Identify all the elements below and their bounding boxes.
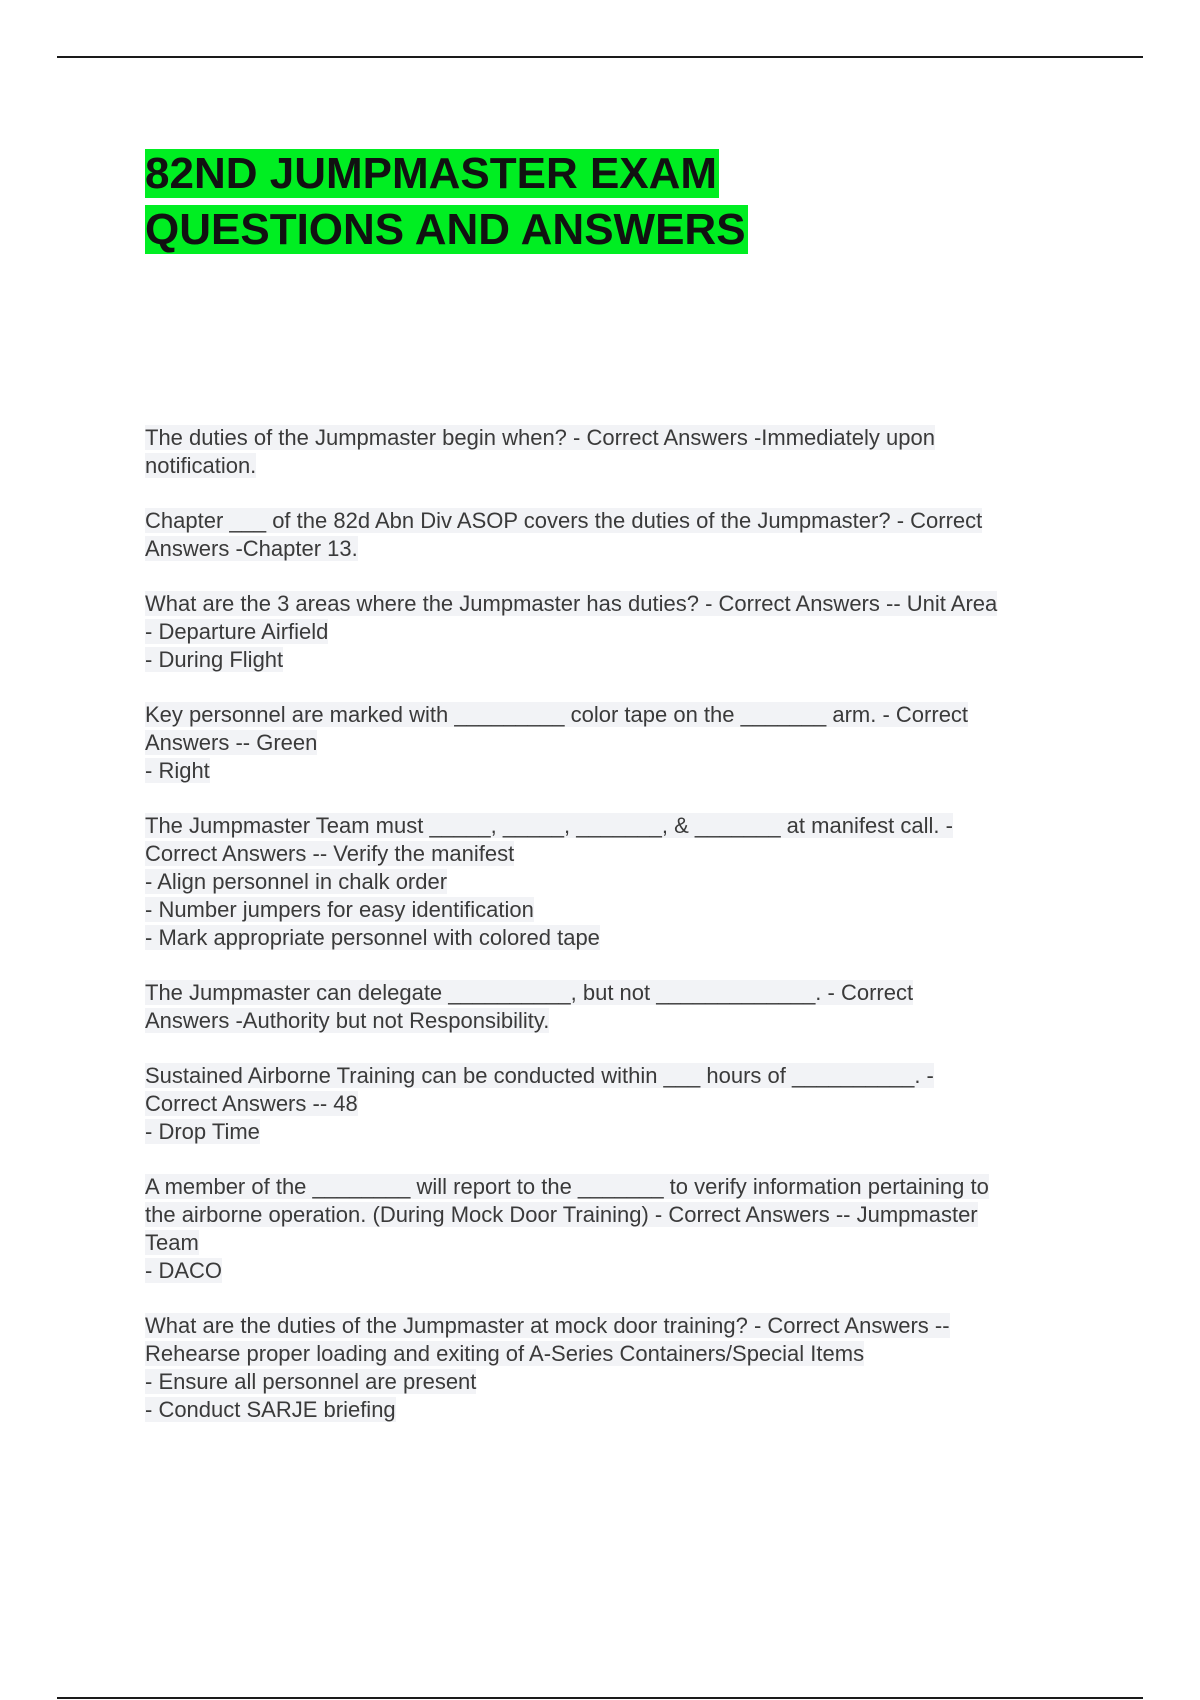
qa-line-text: - Number jumpers for easy identification [145,897,534,922]
qa-line-text: the airborne operation. (During Mock Door Training) - Correct Answers -- Jumpmaster [145,1202,978,1227]
qa-line [145,701,1095,729]
qa-line [145,424,1095,452]
qa-item [145,590,1095,674]
qa-line [145,507,1095,535]
qa-line [145,1257,1095,1285]
qa-line [145,1201,1095,1229]
qa-item [145,1312,1095,1424]
qa-line-text: A member of the ________ will report to the _______ to verify information pertaining to [145,1174,989,1199]
title-line-2: QUESTIONS AND ANSWERS [145,205,746,254]
qa-line [145,868,1095,896]
qa-line-text: Answers -Authority but not Responsibility. [145,1008,550,1033]
qa-line [145,1090,1095,1118]
qa-list [145,424,1095,1451]
qa-line-text: Correct Answers -- Verify the manifest [145,841,515,866]
qa-line [145,1368,1095,1396]
qa-line-text: The Jumpmaster can delegate __________, but not _____________. - Correct [145,980,914,1005]
qa-line [145,1396,1095,1424]
qa-line-text: Rehearse proper loading and exiting of A-Series Containers/Special Items [145,1341,865,1366]
qa-line-text: - Conduct SARJE briefing [145,1397,396,1422]
document-title [145,146,1045,258]
qa-line-text: Answers -Chapter 13. [145,536,358,561]
qa-line-text: Correct Answers -- 48 [145,1091,358,1116]
qa-line [145,840,1095,868]
qa-item [145,701,1095,785]
qa-line-text: Chapter ___ of the 82d Abn Div ASOP covers the duties of the Jumpmaster? - Correct [145,508,983,533]
qa-line [145,452,1095,480]
qa-line [145,1340,1095,1368]
header-rule [57,56,1143,58]
qa-line [145,1229,1095,1257]
qa-line-text: Key personnel are marked with _________ color tape on the _______ arm. - Correct [145,702,969,727]
qa-item [145,812,1095,952]
qa-item [145,979,1095,1035]
qa-line [145,1118,1095,1146]
qa-line [145,757,1095,785]
qa-item [145,1173,1095,1285]
qa-line [145,618,1095,646]
qa-line [145,812,1095,840]
qa-line-text: - Right [145,758,210,783]
qa-line-text: - Mark appropriate personnel with colored tape [145,925,600,950]
qa-line [145,1007,1095,1035]
qa-line-text: Answers -- Green [145,730,318,755]
qa-line [145,646,1095,674]
qa-line-text: notification. [145,453,257,478]
title-line-1: 82ND JUMPMASTER EXAM [145,149,718,198]
qa-line-text: - DACO [145,1258,222,1283]
qa-line-text: Sustained Airborne Training can be conducted within ___ hours of __________. - [145,1063,934,1088]
qa-item [145,507,1095,563]
qa-line [145,729,1095,757]
qa-line-text: The Jumpmaster Team must _____, _____, _______, & _______ at manifest call. - [145,813,953,838]
qa-line-text: - During Flight [145,647,284,672]
qa-line [145,1062,1095,1090]
qa-line [145,590,1095,618]
qa-line-text: The duties of the Jumpmaster begin when? - Correct Answers -Immediately upon [145,425,935,450]
qa-line-text: What are the duties of the Jumpmaster at mock door training? - Correct Answers -- [145,1313,950,1338]
qa-line [145,924,1095,952]
qa-line-text: - Ensure all personnel are present [145,1369,477,1394]
qa-line-text: Team [145,1230,199,1255]
qa-item [145,424,1095,480]
qa-line-text: - Align personnel in chalk order [145,869,448,894]
qa-line-text: - Departure Airfield [145,619,329,644]
qa-line-text: What are the 3 areas where the Jumpmaster has duties? - Correct Answers -- Unit Area [145,591,998,616]
qa-line-text: - Drop Time [145,1119,260,1144]
qa-line [145,535,1095,563]
qa-item [145,1062,1095,1146]
qa-line [145,1173,1095,1201]
qa-line [145,1312,1095,1340]
footer-rule [57,1697,1143,1699]
qa-line [145,896,1095,924]
qa-line [145,979,1095,1007]
